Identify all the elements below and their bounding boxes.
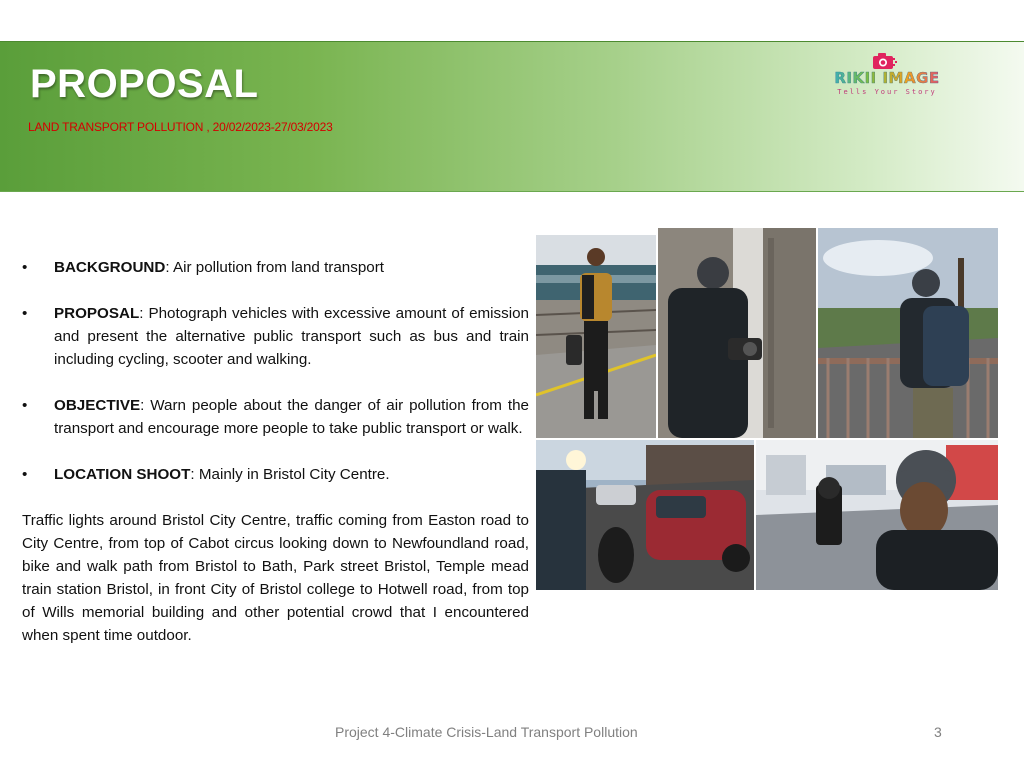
bullet-proposal: • PROPOSAL: Photograph vehicles with excessive amount of emission and present the alternative public transport such as bus and train including cycling, scooter and walking.	[22, 305, 529, 368]
body-text	[22, 256, 529, 647]
photo-street	[536, 440, 754, 590]
brand-logo	[824, 52, 954, 102]
photo-platform	[536, 235, 656, 438]
bullet-text: : Mainly in Bristol City Centre.	[190, 466, 390, 483]
bullet-label: OBJECTIVE	[54, 397, 141, 414]
camera-icon	[872, 52, 898, 70]
logo-wordmark: RIKII IMAGE	[824, 69, 950, 87]
bullet-text: : Photograph vehicles with excessive amount of emission and present the alternative public transport such as bus and train including cycling, scooter and walking.	[54, 305, 529, 368]
bullet-label: BACKGROUND	[54, 259, 166, 276]
slide-subtitle: LAND TRANSPORT POLLUTION , 20/02/2023-27/03/2023	[28, 120, 333, 134]
footer-text: Project 4-Climate Crisis-Land Transport Pollution	[335, 724, 638, 740]
page-number: 3	[934, 724, 942, 740]
logo-tagline: Tells Your Story	[837, 88, 937, 96]
slide-title: PROPOSAL	[30, 62, 259, 106]
bullet-background: • BACKGROUND: Air pollution from land transport	[22, 259, 385, 276]
bullet-location: • LOCATION SHOOT: Mainly in Bristol City Centre.	[22, 466, 390, 483]
photo-pillar	[658, 228, 816, 438]
photo-collage	[536, 228, 998, 590]
photo-selfie	[756, 440, 998, 590]
bullet-label: LOCATION SHOOT	[54, 466, 191, 483]
bullet-label: PROPOSAL	[54, 305, 140, 322]
photo-bridge	[818, 228, 998, 438]
locations-paragraph: Traffic lights around Bristol City Centre, traffic coming from Easton road to City Centre, from top of Cabot circus looking down to Newfoundland road, bike and walk path from Bristol to Bath, Park street Bristol, Temple mead train station Bristol, in front City of Bristol college to Hotwell road, from top of Wills memorial building and other potential crowd that I encountered when spent time outdoor.	[22, 512, 529, 644]
bullet-text: : Air pollution from land transport	[165, 259, 385, 276]
bullet-list	[22, 256, 529, 486]
bullet-text: : Warn people about the danger of air pollution from the transport and encourage more people to take public transport or walk.	[54, 397, 529, 437]
bullet-objective: • OBJECTIVE: Warn people about the danger of air pollution from the transport and encourage more people to take public transport or walk.	[22, 397, 529, 437]
